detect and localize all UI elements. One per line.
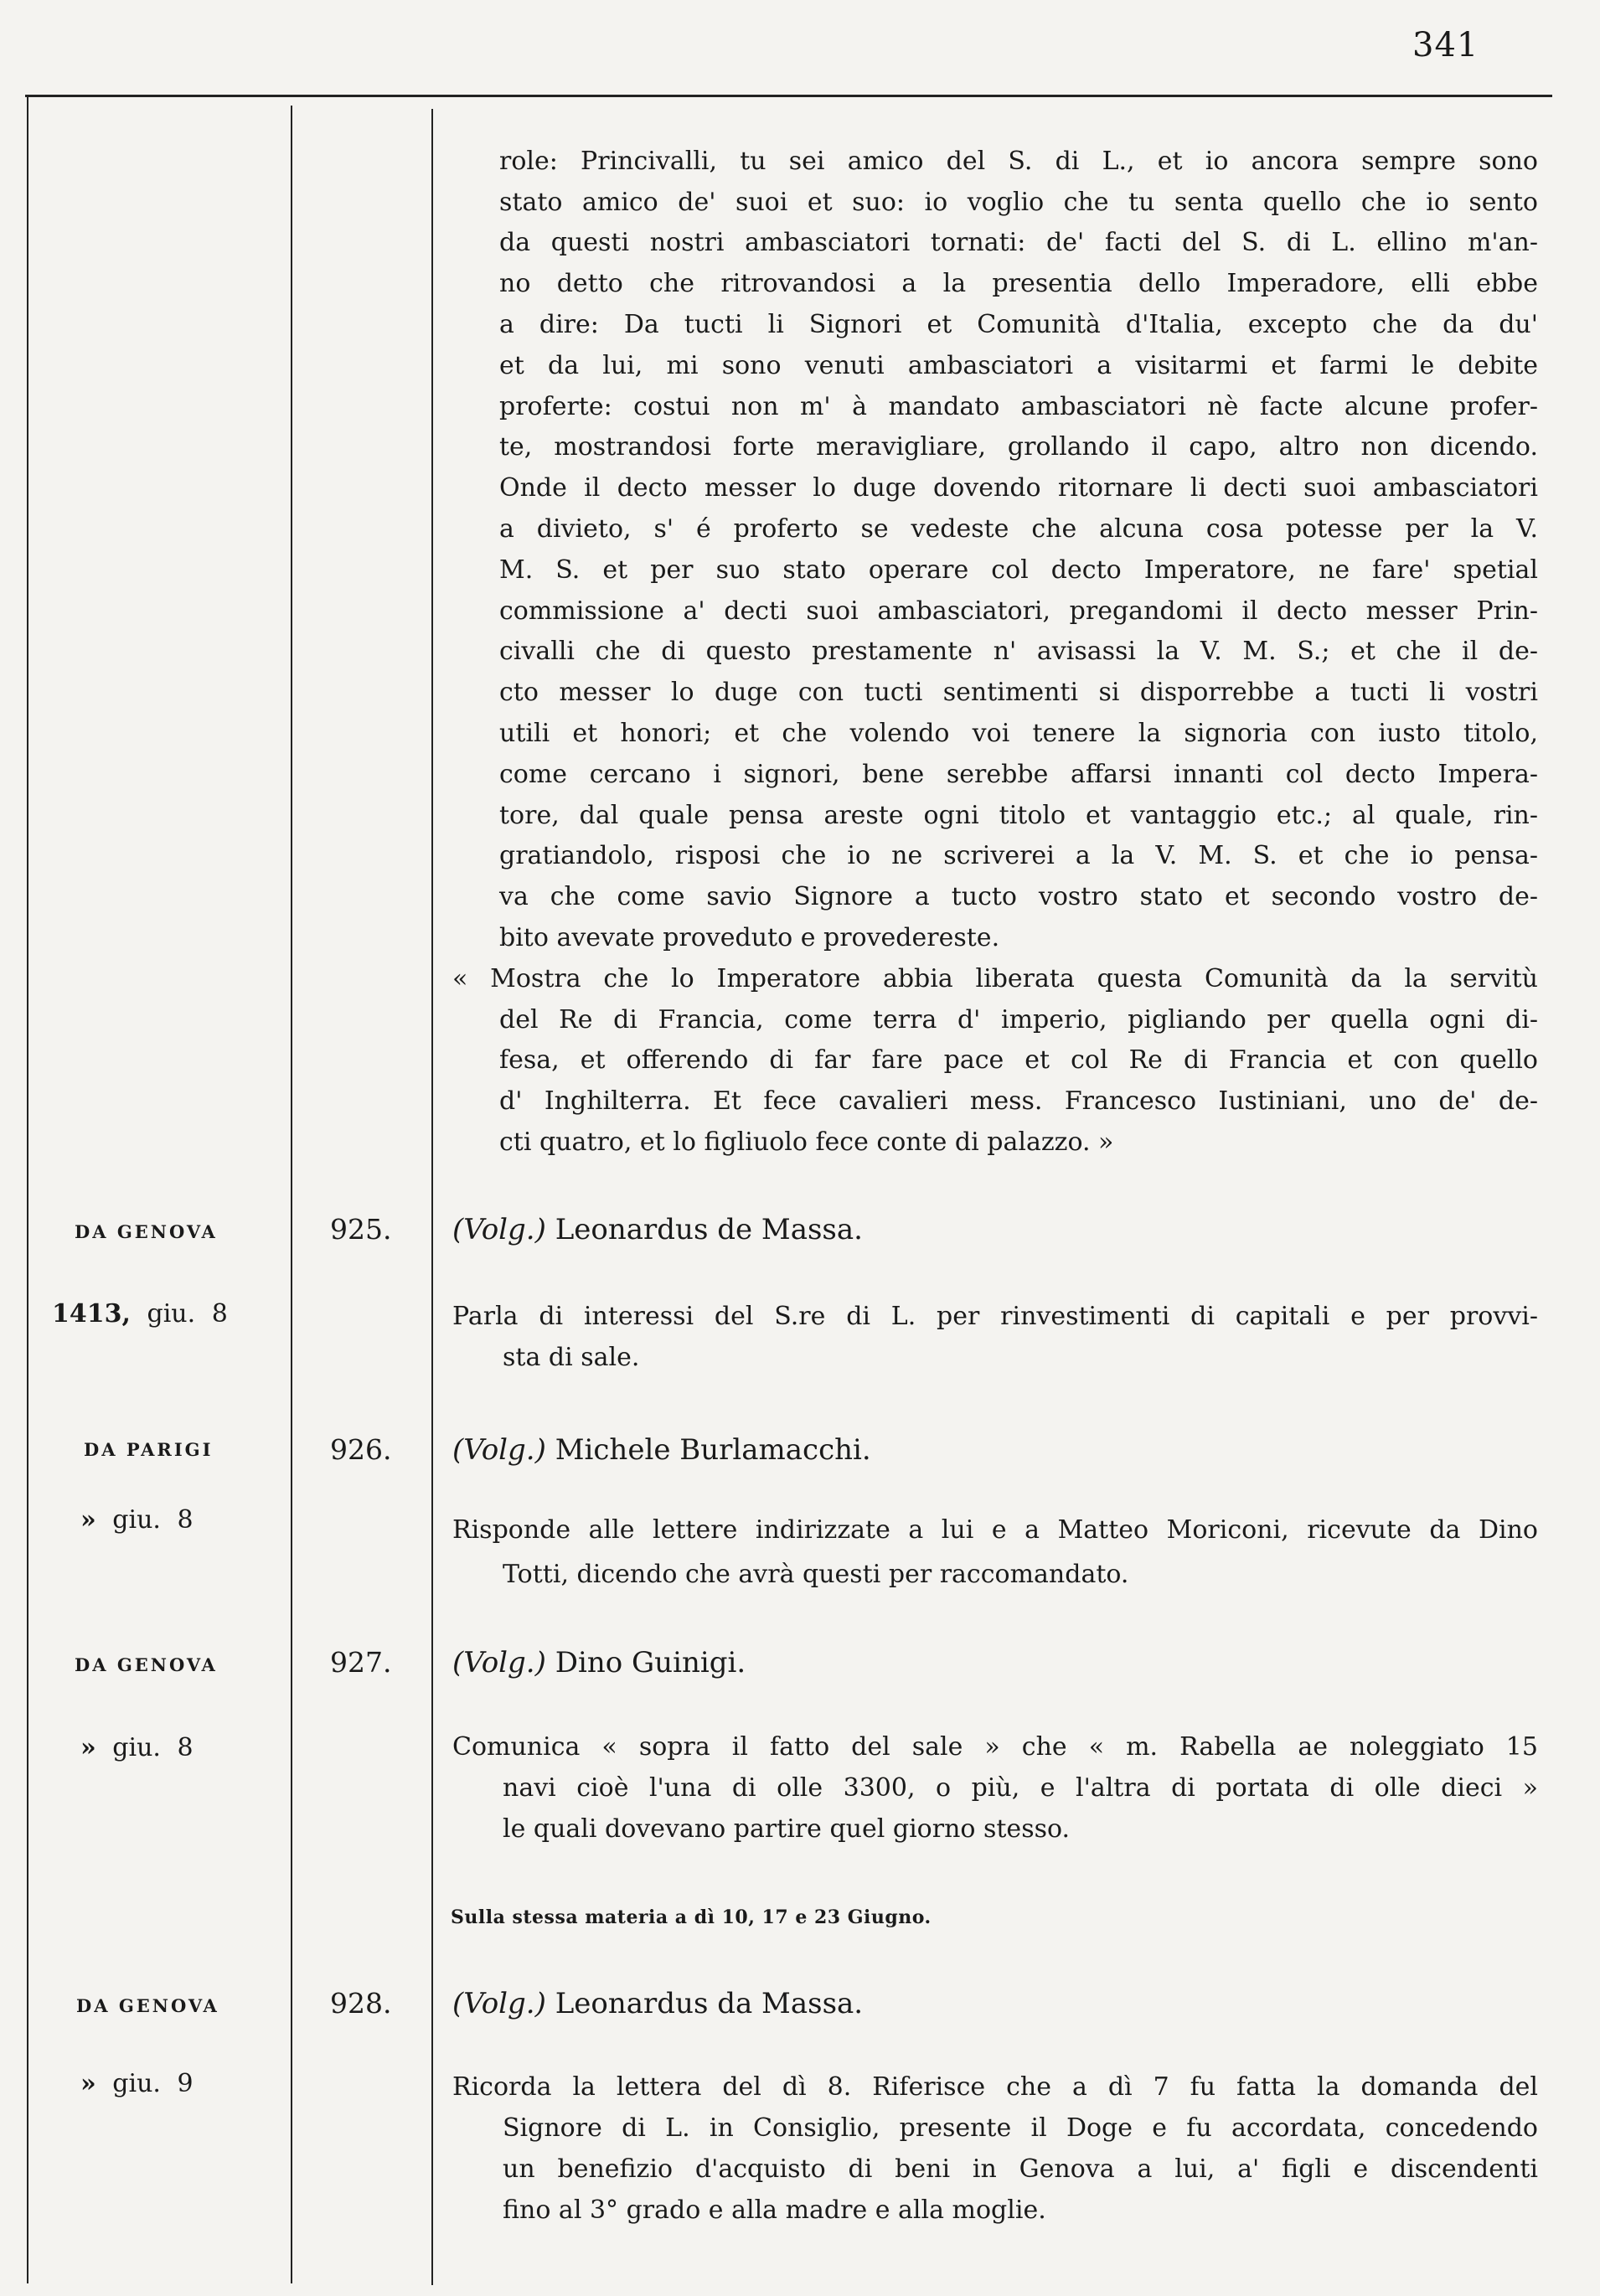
text-line: et da lui, mi sono venuti ambasciatori a visitarmi et farmi le debite [499,351,1538,380]
column-rule-right [431,109,433,2285]
entry-date [80,1505,194,1535]
summary-line: un benefizio d'acquisto di beni in Genova a lui, a' figli e discendenti [503,2154,1538,2184]
text-line: no detto che ritrovandosi a la presentia dello Imperadore, elli ebbe [499,269,1538,298]
entry-author: Michele Burlamacchi. [555,1433,871,1467]
entry-date-day: giu. 9 [112,2069,194,2098]
quote-line: « Mostra che lo Imperatore abbia liberata questa Comunità da la servitù [452,964,1538,993]
text-line: a divieto, s' é proferto se vedeste che alcuna cosa potesse per la V. [499,514,1538,544]
entry-date-day: giu. 8 [112,1505,194,1535]
entry-author: Leonardus de Massa. [555,1213,863,1246]
entry-heading [452,1433,871,1467]
entry-date [80,2069,194,2099]
entry-date [80,1733,194,1763]
summary-line: Totti, dicendo che avrà questi per raccomandato. [503,1560,1129,1589]
text-line: civalli che di questo prestamente n' avisassi la V. M. S.; et che il de- [499,637,1538,666]
entry-note: Sulla stessa materia a dì 10, 17 e 23 Giugno. [451,1906,932,1928]
entry-place: DA GENOVA [75,1654,218,1675]
text-line: commissione a' decti suoi ambasciatori, pregandomi il decto messer Prin- [499,596,1538,626]
entry-heading [452,1646,746,1679]
text-line: stato amico de' suoi et suo: io voglio che tu senta quello che io sento [499,188,1538,217]
column-rule-left [27,97,28,2283]
column-rule-middle [291,106,292,2283]
text-line: va che come savio Signore a tucto vostro stato et secondo vostro de- [499,882,1538,911]
text-line: role: Princivalli, tu sei amico del S. di L., et io ancora sempre sono [499,147,1538,176]
entry-date-year: » [80,2069,96,2098]
summary-line: Parla di interessi del S.re di L. per rinvestimenti di capitali e per provvi- [452,1302,1538,1331]
text-line: bito avevate proveduto e provedereste. [499,923,1000,952]
entry-date-day: giu. 8 [147,1299,228,1329]
text-line: come cercano i signori, bene serebbe affarsi innanti col decto Impera- [499,760,1538,789]
entry-heading [452,1213,863,1246]
entry-date-year: » [80,1733,96,1762]
summary-line: Signore di L. in Consiglio, presente il Doge e fu accordata, concedendo [503,2113,1538,2143]
summary-line: Risponde alle lettere indirizzate a lui e a Matteo Moriconi, ricevute da Dino [452,1515,1538,1545]
entry-author: Dino Guinigi. [555,1646,746,1679]
summary-line: Comunica « sopra il fatto del sale » che « m. Rabella ae noleggiato 15 [452,1732,1538,1762]
text-line: a dire: Da tucti li Signori et Comunità d'Italia, excepto che da du' [499,310,1538,339]
entry-number: 927. [330,1646,392,1679]
page-number: 341 [1412,26,1479,64]
summary-line: navi cioè l'una di olle 3300, o più, e l'altra di portata di olle dieci » [503,1773,1538,1803]
entry-date-year: 1413, [52,1299,131,1329]
entry-number: 928. [330,1987,392,2020]
volg-label: (Volg.) [452,1646,546,1679]
volg-label: (Volg.) [452,1213,546,1246]
text-line: M. S. et per suo stato operare col decto Imperatore, ne fare' spetial [499,555,1538,585]
text-line: tore, dal quale pensa areste ogni titolo et vantaggio etc.; al quale, rin- [499,801,1538,830]
summary-line: fino al 3° grado e alla madre e alla moglie. [503,2195,1046,2225]
text-line: Onde il decto messer lo duge dovendo ritornare li decti suoi ambasciatori [499,473,1538,503]
entry-number: 925. [330,1213,392,1246]
text-line: gratiandolo, risposi che io ne scriverei a la V. M. S. et che io pensa- [499,841,1538,870]
text-line: cto messer lo duge con tucti sentimenti si disporrebbe a tucti li vostri [499,678,1538,707]
header-rule [25,95,1552,97]
entry-date [52,1299,228,1329]
entry-date-day: giu. 8 [112,1733,194,1762]
summary-line: sta di sale. [503,1343,640,1372]
quote-line: d' Inghilterra. Et fece cavalieri mess. Francesco Iustiniani, uno de' de- [499,1086,1538,1116]
quote-line: del Re di Francia, come terra d' imperio, pigliando per quella ogni di- [499,1005,1538,1034]
quote-line: cti quatro, et lo figliuolo fece conte di palazzo. » [499,1127,1114,1157]
volg-label: (Volg.) [452,1433,546,1467]
text-line: proferte: costui non m' à mandato ambasciatori nè facte alcune profer- [499,392,1538,421]
entry-number: 926. [330,1433,392,1466]
entry-date-year: » [80,1505,96,1535]
entry-place: DA GENOVA [75,1221,218,1242]
entry-heading [452,1987,863,2020]
entry-author: Leonardus da Massa. [555,1987,864,2020]
summary-line: Ricorda la lettera del dì 8. Riferisce che a dì 7 fu fatta la domanda del [452,2072,1538,2102]
entry-place: DA GENOVA [76,1995,219,2016]
text-line: da questi nostri ambasciatori tornati: de' facti del S. di L. ellino m'an- [499,228,1538,257]
entry-place: DA PARIGI [84,1439,214,1460]
text-line: te, mostrandosi forte meravigliare, grollando il capo, altro non dicendo. [499,432,1538,462]
text-line: utili et honori; et che volendo voi tenere la signoria con iusto titolo, [499,719,1538,748]
quote-line: fesa, et offerendo di far fare pace et col Re di Francia et con quello [499,1045,1538,1075]
summary-line: le quali dovevano partire quel giorno stesso. [503,1814,1071,1844]
volg-label: (Volg.) [452,1987,546,2020]
